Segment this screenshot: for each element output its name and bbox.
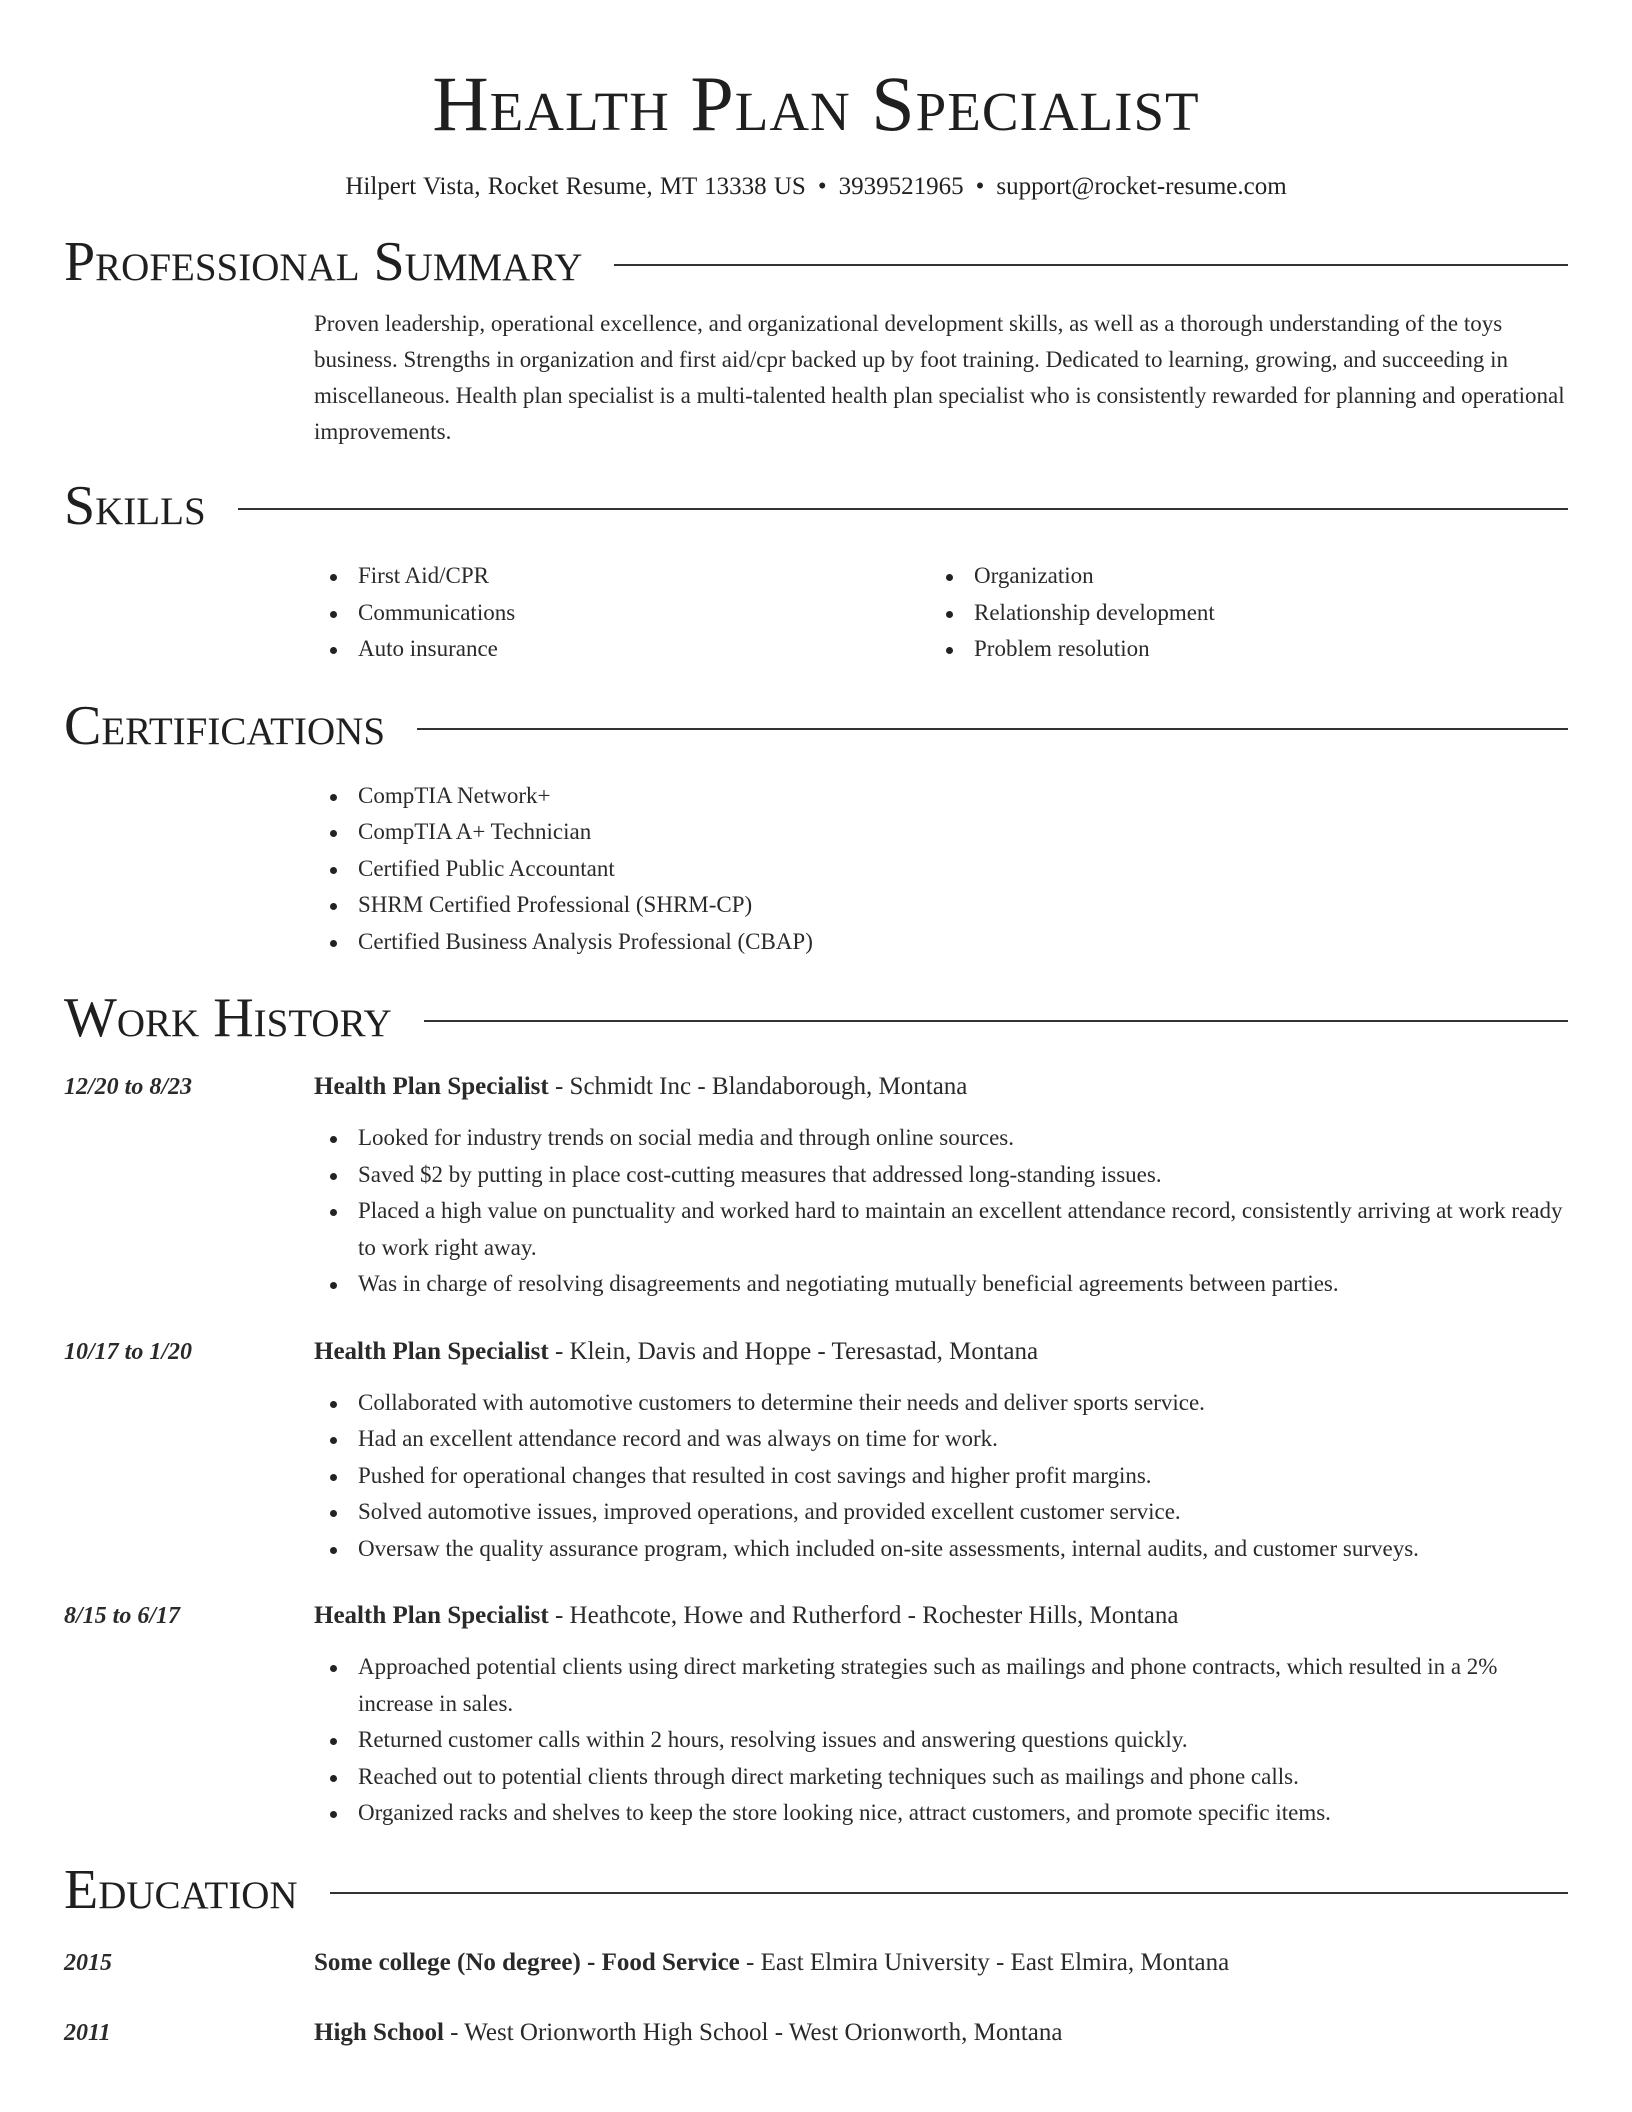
- certification-item: CompTIA A+ Technician: [314, 814, 1568, 851]
- certifications-block: [314, 778, 1568, 961]
- separator: •: [975, 173, 985, 200]
- education-entry: [64, 1946, 1568, 1980]
- work-content: [314, 1070, 1568, 1303]
- section-divider: [614, 264, 1568, 266]
- work-entry: [64, 1599, 1568, 1832]
- certification-item: CompTIA Network+: [314, 778, 1568, 815]
- work-bullet: Solved automotive issues, improved operations, and provided excellent customer service.: [314, 1494, 1568, 1531]
- skill-item: First Aid/CPR: [314, 558, 930, 595]
- section-header-work: [64, 988, 1568, 1048]
- work-entry: [64, 1335, 1568, 1568]
- education-entry: [64, 2016, 1568, 2050]
- separator: •: [817, 173, 827, 200]
- work-bullet: Reached out to potential clients through direct marketing techniques such as mailings and phone calls.: [314, 1759, 1568, 1796]
- employer-location: - Klein, Davis and Hoppe - Teresastad, Montana: [548, 1337, 1039, 1365]
- employer-location: - Schmidt Inc - Blandaborough, Montana: [548, 1073, 968, 1100]
- skills-grid: [314, 558, 1568, 668]
- employer-location: - Heathcote, Howe and Rutherford - Rochester Hills, Montana: [548, 1602, 1179, 1629]
- work-bullet: Looked for industry trends on social media and through online sources.: [314, 1120, 1568, 1157]
- education-headline: [314, 2016, 1568, 2050]
- education-content: [314, 1946, 1568, 1980]
- email: support@rocket-resume.com: [996, 173, 1287, 200]
- section-title: Work History: [64, 987, 392, 1049]
- job-title: Health Plan Specialist: [314, 1602, 549, 1629]
- section-header-education: [64, 1860, 1568, 1920]
- certifications-list: [314, 778, 1568, 961]
- skills-column-right: [930, 558, 1546, 668]
- work-bullet: Collaborated with automotive customers to determine their needs and deliver sports service.: [314, 1385, 1568, 1422]
- certification-item: Certified Business Analysis Professional (CBAP): [314, 924, 1568, 961]
- certification-item: SHRM Certified Professional (SHRM-CP): [314, 887, 1568, 924]
- work-bullet: Saved $2 by putting in place cost-cutting measures that addressed long-standing issues.: [314, 1157, 1568, 1194]
- work-dates: 8/15 to 6/17: [64, 1603, 181, 1629]
- work-bullet: Returned customer calls within 2 hours, resolving issues and answering questions quickly.: [314, 1722, 1568, 1759]
- summary-block: [314, 306, 1568, 450]
- job-title: Health Plan Specialist: [314, 1337, 549, 1365]
- job-title: Health Plan Specialist: [314, 1073, 549, 1100]
- skill-item: Relationship development: [930, 595, 1546, 632]
- school-location: - West Orionworth High School - West Orionworth, Montana: [443, 2018, 1063, 2046]
- summary-text: Proven leadership, operational excellence, and organizational development skills, as well as a thorough understanding of the toys business. Strengths in organization and first aid/cpr backed up by foot training. Dedicated to learning, growing, and succeeding in miscellaneous. Health plan specialist is a multi-talented health plan specialist who is consistently rewarded for planning and operational improvements.: [314, 311, 1565, 444]
- skill-item: Auto insurance: [314, 631, 930, 668]
- work-bullet: Oversaw the quality assurance program, which included on-site assessments, internal audits, and customer surveys.: [314, 1531, 1568, 1568]
- skill-item: Problem resolution: [930, 631, 1546, 668]
- work-bullet: Placed a high value on punctuality and worked hard to maintain an excellent attendance record, consistently arriving at work ready to work right away.: [314, 1193, 1568, 1266]
- section-title: Professional Summary: [64, 231, 583, 293]
- certification-item: Certified Public Accountant: [314, 851, 1568, 888]
- degree: High School: [314, 2018, 444, 2046]
- degree: Some college (No degree) - Food Service: [314, 1948, 740, 1976]
- section-title: Skills: [64, 475, 206, 537]
- resume-page: [64, 0, 1568, 2050]
- work-content: [314, 1599, 1568, 1832]
- work-bullets: [314, 1649, 1568, 1832]
- section-header-summary: [64, 232, 1568, 292]
- section-divider: [417, 728, 1568, 730]
- work-headline: [314, 1070, 1568, 1104]
- school-location: - East Elmira University - East Elmira, Montana: [739, 1948, 1230, 1976]
- work-headline: [314, 1335, 1568, 1369]
- skill-item: Organization: [930, 558, 1546, 595]
- work-bullets: [314, 1385, 1568, 1568]
- education-year: 2011: [64, 2019, 111, 2046]
- work-bullets: [314, 1120, 1568, 1303]
- work-headline: [314, 1599, 1568, 1633]
- section-divider: [424, 1020, 1568, 1022]
- section-header-certifications: [64, 696, 1568, 756]
- work-bullet: Organized racks and shelves to keep the store looking nice, attract customers, and promote specific items.: [314, 1795, 1568, 1832]
- section-header-skills: [64, 476, 1568, 536]
- skill-item: Communications: [314, 595, 930, 632]
- work-entry: [64, 1070, 1568, 1303]
- education-content: [314, 2016, 1568, 2050]
- work-dates: 10/17 to 1/20: [64, 1338, 193, 1365]
- education-year: 2015: [64, 1949, 112, 1976]
- work-bullet: Approached potential clients using direct marketing strategies such as mailings and phone contracts, which resulted in a 2% increase in sales.: [314, 1649, 1568, 1722]
- address: Hilpert Vista, Rocket Resume, MT 13338 US: [345, 173, 806, 200]
- work-bullet: Had an excellent attendance record and was always on time for work.: [314, 1421, 1568, 1458]
- section-title: Education: [64, 1858, 298, 1921]
- education-headline: [314, 1946, 1568, 1980]
- section-title: Certifications: [64, 694, 386, 757]
- work-bullet: Pushed for operational changes that resulted in cost savings and higher profit margins.: [314, 1458, 1568, 1495]
- phone: 3939521965: [838, 173, 964, 200]
- section-divider: [330, 1892, 1568, 1894]
- work-content: [314, 1335, 1568, 1568]
- work-bullet: Was in charge of resolving disagreements and negotiating mutually beneficial agreements between parties.: [314, 1266, 1568, 1303]
- work-dates: 12/20 to 8/23: [64, 1074, 193, 1100]
- section-divider: [238, 508, 1568, 510]
- contact-line: [64, 172, 1568, 202]
- skills-column-left: [314, 558, 930, 668]
- candidate-name: Health Plan Specialist: [432, 60, 1200, 147]
